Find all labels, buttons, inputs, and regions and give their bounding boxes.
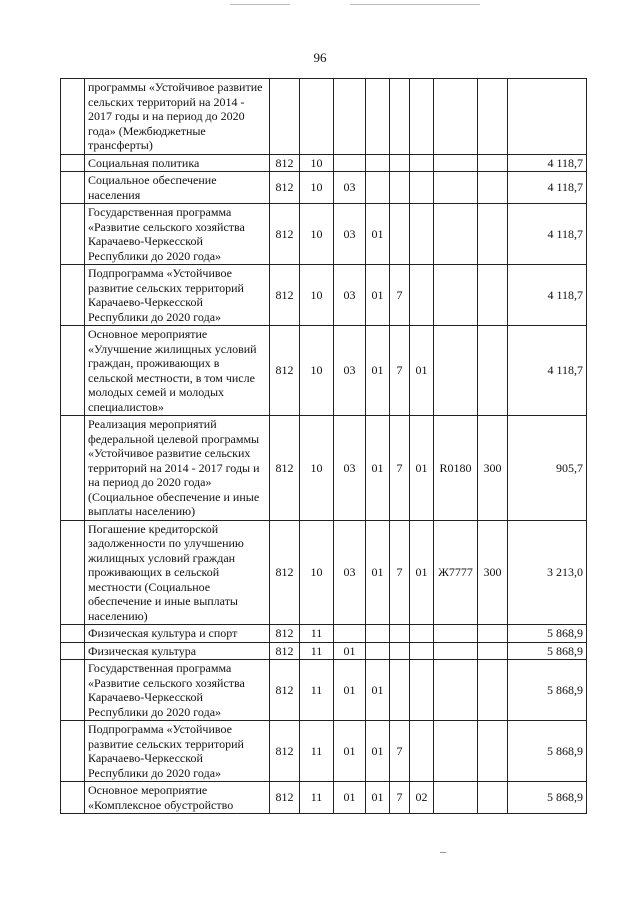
code-cell-2: 11 [300, 642, 334, 660]
code-cell-7 [434, 172, 478, 204]
code-cell-5 [390, 625, 410, 643]
item-name-cell: Физическая культура и спорт [85, 625, 270, 643]
row-margin-cell [61, 172, 85, 204]
code-cell-2: 10 [300, 172, 334, 204]
table-row [61, 416, 587, 521]
code-cell-7 [434, 782, 478, 814]
code-cell-8 [478, 79, 508, 155]
code-cell-1: 812 [270, 172, 300, 204]
code-cell-3: 03 [334, 204, 366, 265]
row-margin-cell [61, 721, 85, 782]
code-cell-2: 10 [300, 520, 334, 625]
code-cell-3: 01 [334, 642, 366, 660]
code-cell-2: 10 [300, 265, 334, 326]
code-cell-3: 01 [334, 721, 366, 782]
code-cell-7: Ж7777 [434, 520, 478, 625]
code-cell-4 [366, 172, 390, 204]
code-cell-3: 03 [334, 520, 366, 625]
amount-cell: 4 118,7 [508, 326, 587, 416]
code-cell-4 [366, 642, 390, 660]
code-cell-4 [366, 154, 390, 172]
code-cell-7 [434, 265, 478, 326]
code-cell-7 [434, 660, 478, 721]
amount-cell: 5 868,9 [508, 660, 587, 721]
code-cell-5 [390, 204, 410, 265]
amount-cell: 5 868,9 [508, 642, 587, 660]
row-margin-cell [61, 204, 85, 265]
code-cell-3 [334, 154, 366, 172]
code-cell-8 [478, 265, 508, 326]
code-cell-6: 01 [410, 520, 434, 625]
code-cell-1: 812 [270, 721, 300, 782]
table-row [61, 625, 587, 643]
code-cell-3 [334, 625, 366, 643]
code-cell-2: 10 [300, 326, 334, 416]
code-cell-6: 01 [410, 416, 434, 521]
scan-edge-line [230, 4, 290, 5]
code-cell-7: R0180 [434, 416, 478, 521]
table-row [61, 520, 587, 625]
code-cell-8: 300 [478, 520, 508, 625]
code-cell-6 [410, 79, 434, 155]
code-cell-2: 11 [300, 721, 334, 782]
code-cell-2: 10 [300, 416, 334, 521]
amount-cell: 4 118,7 [508, 204, 587, 265]
budget-table [60, 78, 587, 814]
code-cell-7 [434, 625, 478, 643]
amount-cell: 5 868,9 [508, 625, 587, 643]
code-cell-4: 01 [366, 721, 390, 782]
code-cell-3: 01 [334, 660, 366, 721]
code-cell-8 [478, 782, 508, 814]
code-cell-4 [366, 79, 390, 155]
code-cell-5: 7 [390, 721, 410, 782]
code-cell-4: 01 [366, 660, 390, 721]
code-cell-6 [410, 172, 434, 204]
code-cell-8 [478, 204, 508, 265]
code-cell-6 [410, 642, 434, 660]
code-cell-2: 11 [300, 660, 334, 721]
code-cell-5: 7 [390, 520, 410, 625]
item-name-cell: Подпрограмма «Устойчивое развитие сельских территорий Карачаево-Черкесской Республики до 2020 года» [85, 265, 270, 326]
code-cell-8: 300 [478, 416, 508, 521]
item-name-cell: программы «Устойчивое развитие сельских территорий на 2014 - 2017 годы и на период до 2020 года» (Межбюджетные трансферты) [85, 79, 270, 155]
amount-cell: 3 213,0 [508, 520, 587, 625]
amount-cell: 5 868,9 [508, 721, 587, 782]
code-cell-8 [478, 172, 508, 204]
code-cell-5: 7 [390, 265, 410, 326]
row-margin-cell [61, 416, 85, 521]
item-name-cell: Государственная программа «Развитие сельского хозяйства Карачаево-Черкесской Республики до 2020 года» [85, 660, 270, 721]
code-cell-2: 10 [300, 154, 334, 172]
code-cell-4: 01 [366, 782, 390, 814]
table-row [61, 721, 587, 782]
amount-cell: 4 118,7 [508, 154, 587, 172]
code-cell-3: 01 [334, 782, 366, 814]
code-cell-7 [434, 326, 478, 416]
code-cell-2 [300, 79, 334, 155]
code-cell-7 [434, 721, 478, 782]
table-row [61, 204, 587, 265]
table-row [61, 782, 587, 814]
item-name-cell: Реализация мероприятий федеральной целевой программы «Устойчивое развитие сельских территорий на 2014 - 2017 годы и на период до 2020 года» (Социальное обеспечение и иные выплаты населению) [85, 416, 270, 521]
code-cell-6: 01 [410, 326, 434, 416]
code-cell-7 [434, 204, 478, 265]
code-cell-4: 01 [366, 326, 390, 416]
code-cell-3: 03 [334, 265, 366, 326]
code-cell-6 [410, 154, 434, 172]
code-cell-1: 812 [270, 782, 300, 814]
code-cell-7 [434, 79, 478, 155]
scan-speck [440, 852, 446, 853]
table-row [61, 79, 587, 155]
code-cell-1 [270, 79, 300, 155]
code-cell-1: 812 [270, 326, 300, 416]
code-cell-1: 812 [270, 660, 300, 721]
item-name-cell: Погашение кредиторской задолженности по улучшению жилищных условий граждан проживающих в сельской местности (Социальное обеспечение и иные выплаты населению) [85, 520, 270, 625]
row-margin-cell [61, 154, 85, 172]
code-cell-2: 11 [300, 625, 334, 643]
code-cell-1: 812 [270, 204, 300, 265]
code-cell-1: 812 [270, 642, 300, 660]
code-cell-5 [390, 642, 410, 660]
code-cell-3: 03 [334, 326, 366, 416]
row-margin-cell [61, 79, 85, 155]
code-cell-8 [478, 660, 508, 721]
code-cell-4: 01 [366, 204, 390, 265]
code-cell-5 [390, 172, 410, 204]
code-cell-8 [478, 642, 508, 660]
amount-cell: 4 118,7 [508, 265, 587, 326]
code-cell-5 [390, 660, 410, 721]
row-margin-cell [61, 326, 85, 416]
amount-cell: 5 868,9 [508, 782, 587, 814]
code-cell-4: 01 [366, 520, 390, 625]
amount-cell: 905,7 [508, 416, 587, 521]
code-cell-6 [410, 721, 434, 782]
code-cell-6 [410, 660, 434, 721]
row-margin-cell [61, 660, 85, 721]
row-margin-cell [61, 625, 85, 643]
table-row [61, 642, 587, 660]
code-cell-1: 812 [270, 520, 300, 625]
code-cell-6: 02 [410, 782, 434, 814]
code-cell-8 [478, 154, 508, 172]
code-cell-5: 7 [390, 326, 410, 416]
row-margin-cell [61, 265, 85, 326]
amount-cell [508, 79, 587, 155]
table-row [61, 660, 587, 721]
code-cell-7 [434, 154, 478, 172]
code-cell-5 [390, 79, 410, 155]
code-cell-7 [434, 642, 478, 660]
amount-cell: 4 118,7 [508, 172, 587, 204]
item-name-cell: Основное мероприятие «Комплексное обустройство [85, 782, 270, 814]
code-cell-8 [478, 625, 508, 643]
code-cell-3: 03 [334, 416, 366, 521]
row-margin-cell [61, 782, 85, 814]
code-cell-1: 812 [270, 625, 300, 643]
code-cell-8 [478, 326, 508, 416]
row-margin-cell [61, 642, 85, 660]
code-cell-2: 10 [300, 204, 334, 265]
row-margin-cell [61, 520, 85, 625]
item-name-cell: Подпрограмма «Устойчивое развитие сельских территорий Карачаево-Черкесской Республики до 2020 года» [85, 721, 270, 782]
item-name-cell: Государственная программа «Развитие сельского хозяйства Карачаево-Черкесской Республики до 2020 года» [85, 204, 270, 265]
item-name-cell: Социальная политика [85, 154, 270, 172]
code-cell-6 [410, 204, 434, 265]
table-row [61, 326, 587, 416]
item-name-cell: Физическая культура [85, 642, 270, 660]
item-name-cell: Основное мероприятие «Улучшение жилищных условий граждан, проживающих в сельской местности, в том числе молодых семей и молодых специалистов» [85, 326, 270, 416]
code-cell-6 [410, 265, 434, 326]
code-cell-6 [410, 625, 434, 643]
code-cell-1: 812 [270, 154, 300, 172]
code-cell-8 [478, 721, 508, 782]
code-cell-5: 7 [390, 782, 410, 814]
code-cell-4 [366, 625, 390, 643]
page-number: 96 [313, 50, 327, 65]
table-row [61, 154, 587, 172]
scan-edge-line [350, 4, 480, 5]
code-cell-5 [390, 154, 410, 172]
code-cell-1: 812 [270, 265, 300, 326]
code-cell-3 [334, 79, 366, 155]
code-cell-2: 11 [300, 782, 334, 814]
code-cell-1: 812 [270, 416, 300, 521]
table-row [61, 265, 587, 326]
table-body [61, 79, 587, 814]
code-cell-4: 01 [366, 265, 390, 326]
code-cell-3: 03 [334, 172, 366, 204]
code-cell-4: 01 [366, 416, 390, 521]
code-cell-5: 7 [390, 416, 410, 521]
table-row [61, 172, 587, 204]
item-name-cell: Социальное обеспечение населения [85, 172, 270, 204]
